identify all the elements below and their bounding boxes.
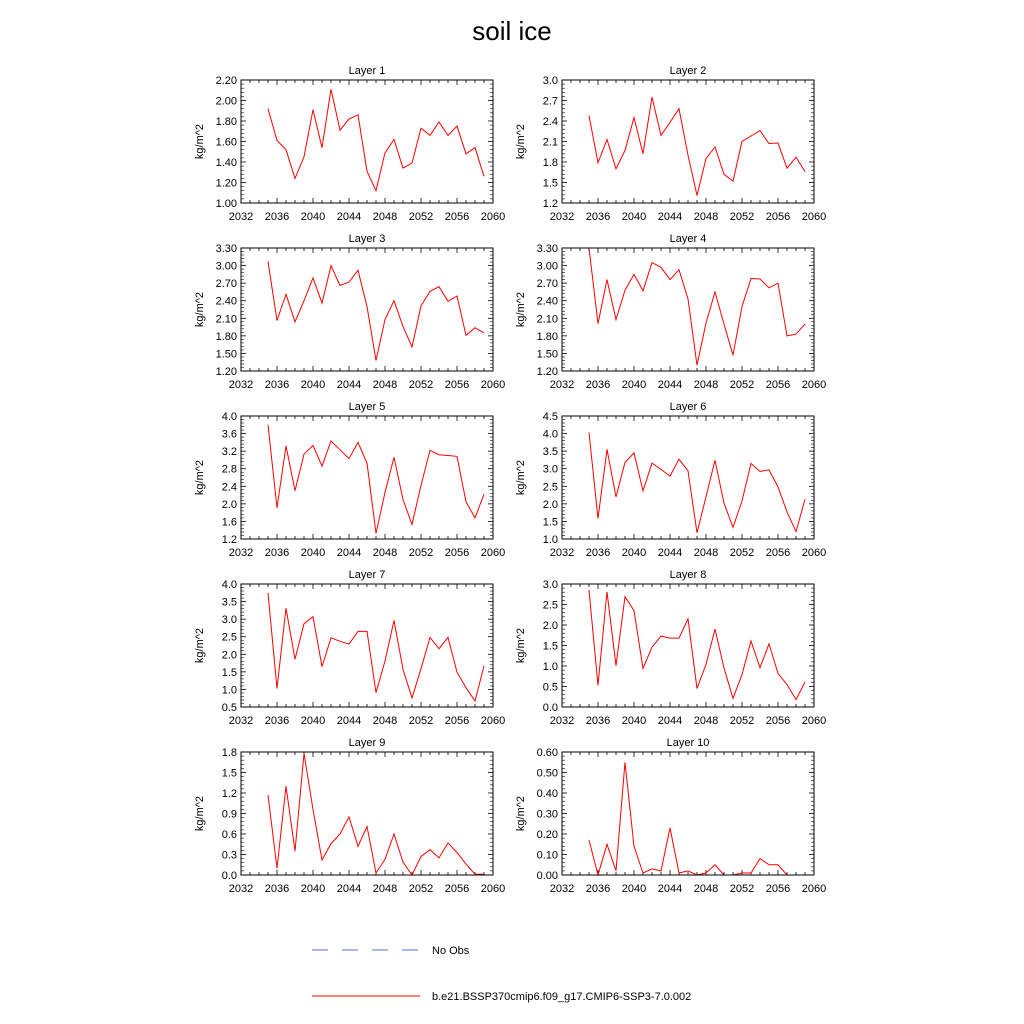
chart-panel-8: [515, 569, 826, 727]
y-tick-label: 3.30: [215, 243, 237, 255]
y-tick-label: 2.0: [221, 498, 237, 511]
x-tick-label: 2056: [444, 883, 470, 895]
x-tick-label: 2052: [729, 547, 755, 559]
x-tick-label: 2036: [585, 547, 611, 559]
y-tick-label: 0.5: [542, 681, 558, 694]
plot-frame: [241, 80, 493, 203]
y-tick-label: 3.5: [542, 446, 558, 459]
x-tick-label: 2052: [729, 211, 755, 223]
y-tick-label: 0.40: [536, 788, 558, 800]
x-tick-label: 2036: [585, 379, 611, 391]
x-tick-label: 2036: [585, 211, 611, 223]
y-tick-label: 3.0: [542, 579, 558, 591]
chart-panel-7: [194, 569, 505, 727]
y-tick-label: 0.00: [536, 870, 558, 882]
x-tick-label: 2036: [264, 715, 290, 727]
x-tick-label: 2040: [300, 211, 326, 223]
y-tick-label: 2.0: [542, 498, 558, 511]
y-tick-label: 1.5: [221, 767, 237, 780]
x-tick-label: 2052: [729, 715, 755, 727]
x-tick-label: 2044: [657, 547, 683, 559]
x-tick-label: 2040: [300, 715, 326, 727]
x-tick-label: 2032: [549, 379, 575, 391]
x-tick-label: 2044: [336, 883, 362, 895]
y-tick-label: 2.8: [221, 463, 237, 476]
y-axis-label: kg/m^2: [194, 123, 206, 160]
x-tick-label: 2040: [621, 211, 647, 223]
y-tick-label: 1.6: [221, 516, 237, 529]
x-tick-label: 2036: [585, 715, 611, 727]
y-tick-label: 0.9: [221, 808, 237, 821]
y-tick-label: 0.60: [536, 747, 558, 759]
y-tick-label: 1.00: [215, 198, 237, 210]
plot-frame: [241, 752, 493, 875]
legend-series-label: b.e21.BSSP370cmip6.f09_g17.CMIP6-SSP3-7.0.002: [432, 991, 692, 1003]
panel-title: Layer 6: [669, 401, 707, 413]
x-tick-label: 2056: [765, 211, 791, 223]
series-line: [589, 248, 805, 365]
chart-panel-4: [515, 233, 826, 391]
chart-panel-2: [515, 65, 826, 223]
series-line: [589, 762, 805, 875]
x-tick-label: 2036: [264, 211, 290, 223]
y-tick-label: 2.0: [542, 620, 558, 632]
x-tick-label: 2056: [444, 547, 470, 559]
x-tick-label: 2052: [408, 547, 434, 559]
y-tick-label: 1.0: [542, 534, 558, 546]
y-tick-label: 2.1: [542, 136, 558, 149]
x-tick-label: 2032: [228, 379, 254, 391]
x-tick-label: 2056: [444, 211, 470, 223]
y-tick-label: 1.5: [542, 516, 558, 529]
y-tick-label: 1.20: [215, 177, 237, 190]
y-tick-label: 1.0: [221, 684, 237, 697]
x-tick-label: 2060: [801, 547, 827, 559]
y-axis-label: kg/m^2: [194, 459, 206, 496]
series-line: [268, 593, 484, 701]
y-tick-label: 3.0: [542, 75, 558, 87]
panel-title: Layer 7: [348, 569, 386, 581]
y-tick-label: 0.6: [221, 829, 237, 841]
y-tick-label: 2.10: [215, 313, 237, 326]
y-tick-label: 4.5: [542, 411, 558, 423]
y-tick-label: 2.7: [542, 95, 558, 108]
x-tick-label: 2044: [336, 547, 362, 559]
x-tick-label: 2032: [228, 211, 254, 223]
x-tick-label: 2044: [336, 379, 362, 391]
y-axis-label: kg/m^2: [194, 627, 206, 664]
x-tick-label: 2048: [372, 883, 398, 895]
series-line: [268, 89, 484, 191]
x-tick-label: 2040: [621, 547, 647, 559]
x-tick-label: 2040: [300, 883, 326, 895]
panel-title: Layer 3: [348, 233, 386, 245]
x-tick-label: 2056: [765, 715, 791, 727]
x-tick-label: 2060: [801, 379, 827, 391]
y-tick-label: 1.20: [536, 366, 558, 378]
y-tick-label: 1.50: [215, 348, 237, 361]
x-tick-label: 2056: [444, 379, 470, 391]
x-tick-label: 2052: [408, 883, 434, 895]
y-tick-label: 1.5: [221, 666, 237, 679]
plot-frame: [562, 80, 814, 203]
x-tick-label: 2044: [657, 379, 683, 391]
y-tick-label: 0.10: [536, 849, 558, 862]
x-tick-label: 2032: [549, 883, 575, 895]
x-tick-label: 2040: [621, 883, 647, 895]
y-tick-label: 1.80: [215, 330, 237, 343]
x-tick-label: 2032: [228, 883, 254, 895]
y-tick-label: 3.0: [221, 614, 237, 627]
x-tick-label: 2040: [300, 547, 326, 559]
chart-panel-10: [515, 737, 826, 895]
y-tick-label: 1.8: [542, 157, 558, 169]
y-tick-label: 3.00: [215, 260, 237, 273]
y-tick-label: 2.4: [542, 116, 558, 128]
y-tick-label: 0.50: [536, 767, 558, 780]
x-tick-label: 2052: [408, 715, 434, 727]
x-tick-label: 2060: [801, 211, 827, 223]
series-line: [589, 590, 805, 700]
x-tick-label: 2052: [408, 211, 434, 223]
y-tick-label: 3.00: [536, 260, 558, 273]
y-tick-label: 3.5: [221, 596, 237, 609]
y-tick-label: 2.5: [542, 481, 558, 494]
x-tick-label: 2044: [657, 883, 683, 895]
figure-title: soil ice: [472, 16, 552, 46]
y-tick-label: 4.0: [221, 411, 237, 423]
y-tick-label: 2.40: [536, 295, 558, 308]
y-tick-label: 0.3: [221, 849, 237, 862]
x-tick-label: 2048: [372, 547, 398, 559]
y-tick-label: 1.40: [215, 157, 237, 169]
series-line: [268, 262, 484, 361]
x-tick-label: 2056: [765, 379, 791, 391]
y-tick-label: 1.5: [542, 640, 558, 653]
y-tick-label: 0.5: [221, 702, 237, 714]
x-tick-label: 2052: [729, 379, 755, 391]
x-tick-label: 2056: [444, 715, 470, 727]
y-axis-label: kg/m^2: [194, 795, 206, 832]
series-line: [268, 425, 484, 534]
x-tick-label: 2032: [549, 715, 575, 727]
y-tick-label: 2.0: [221, 649, 237, 662]
plot-frame: [241, 416, 493, 539]
y-axis-label: kg/m^2: [515, 291, 527, 328]
plot-frame: [562, 248, 814, 371]
panel-title: Layer 1: [348, 65, 386, 77]
x-tick-label: 2044: [336, 211, 362, 223]
panel-title: Layer 10: [666, 737, 710, 749]
x-tick-label: 2060: [480, 883, 506, 895]
panel-title: Layer 4: [669, 233, 707, 245]
x-tick-label: 2048: [693, 547, 719, 559]
panel-title: Layer 9: [348, 737, 386, 749]
y-tick-label: 1.80: [215, 116, 237, 128]
x-tick-label: 2056: [765, 547, 791, 559]
x-tick-label: 2060: [480, 211, 506, 223]
x-tick-label: 2036: [264, 379, 290, 391]
x-tick-label: 2040: [621, 715, 647, 727]
panel-title: Layer 5: [348, 401, 386, 413]
y-tick-label: 1.2: [221, 788, 237, 800]
x-tick-label: 2056: [765, 883, 791, 895]
x-tick-label: 2036: [264, 883, 290, 895]
x-tick-label: 2060: [801, 715, 827, 727]
y-tick-label: 2.20: [215, 75, 237, 87]
y-axis-label: kg/m^2: [194, 291, 206, 328]
x-tick-label: 2048: [372, 211, 398, 223]
y-tick-label: 2.4: [221, 481, 237, 494]
x-tick-label: 2052: [408, 379, 434, 391]
x-tick-label: 2048: [372, 715, 398, 727]
series-line: [589, 433, 805, 533]
x-tick-label: 2036: [264, 547, 290, 559]
y-tick-label: 1.0: [542, 661, 558, 673]
x-tick-label: 2040: [621, 379, 647, 391]
plot-frame: [562, 584, 814, 707]
y-tick-label: 1.5: [542, 177, 558, 190]
x-tick-label: 2048: [372, 379, 398, 391]
chart-panel-3: [194, 233, 505, 391]
x-tick-label: 2036: [585, 883, 611, 895]
y-tick-label: 2.00: [215, 95, 237, 108]
x-tick-label: 2032: [228, 547, 254, 559]
y-tick-label: 2.10: [536, 313, 558, 326]
plot-frame: [241, 584, 493, 707]
y-tick-label: 2.5: [221, 631, 237, 644]
x-tick-label: 2044: [336, 715, 362, 727]
chart-panel-9: [194, 737, 505, 895]
y-tick-label: 1.60: [215, 136, 237, 149]
x-tick-label: 2060: [480, 715, 506, 727]
y-tick-label: 1.80: [536, 330, 558, 343]
legend-no-obs-label: No Obs: [432, 945, 470, 957]
series-line: [589, 97, 805, 195]
panel-title: Layer 2: [669, 65, 707, 77]
chart-panel-5: [194, 401, 505, 559]
x-tick-label: 2044: [657, 211, 683, 223]
y-tick-label: 3.0: [542, 463, 558, 476]
y-tick-label: 0.0: [221, 870, 237, 882]
x-tick-label: 2060: [801, 883, 827, 895]
plot-frame: [562, 752, 814, 875]
x-tick-label: 2048: [693, 379, 719, 391]
y-tick-label: 4.0: [542, 428, 558, 441]
x-tick-label: 2032: [549, 547, 575, 559]
plot-frame: [562, 416, 814, 539]
x-tick-label: 2040: [300, 379, 326, 391]
x-tick-label: 2032: [549, 211, 575, 223]
legend: [312, 945, 691, 1003]
y-tick-label: 0.30: [536, 808, 558, 821]
x-tick-label: 2060: [480, 547, 506, 559]
y-tick-label: 2.70: [215, 278, 237, 291]
y-tick-label: 1.50: [536, 348, 558, 361]
x-tick-label: 2048: [693, 715, 719, 727]
y-tick-label: 0.20: [536, 829, 558, 841]
chart-panel-6: [515, 401, 826, 559]
y-tick-label: 3.6: [221, 428, 237, 441]
y-tick-label: 2.70: [536, 278, 558, 291]
x-tick-label: 2048: [693, 883, 719, 895]
series-line: [268, 753, 484, 875]
panel-title: Layer 8: [669, 569, 707, 581]
y-axis-label: kg/m^2: [515, 459, 527, 496]
x-tick-label: 2044: [657, 715, 683, 727]
x-tick-label: 2032: [228, 715, 254, 727]
y-tick-label: 1.2: [221, 534, 237, 546]
y-tick-label: 2.40: [215, 295, 237, 308]
chart-panel-1: [194, 65, 505, 223]
y-axis-label: kg/m^2: [515, 795, 527, 832]
y-tick-label: 3.30: [536, 243, 558, 255]
y-axis-label: kg/m^2: [515, 627, 527, 664]
x-tick-label: 2060: [480, 379, 506, 391]
y-tick-label: 4.0: [221, 579, 237, 591]
y-axis-label: kg/m^2: [515, 123, 527, 160]
y-tick-label: 0.0: [542, 702, 558, 714]
x-tick-label: 2048: [693, 211, 719, 223]
y-tick-label: 1.2: [542, 198, 558, 210]
y-tick-label: 3.2: [221, 446, 237, 459]
y-tick-label: 1.20: [215, 366, 237, 378]
x-tick-label: 2052: [729, 883, 755, 895]
y-tick-label: 1.8: [221, 747, 237, 759]
y-tick-label: 2.5: [542, 599, 558, 612]
